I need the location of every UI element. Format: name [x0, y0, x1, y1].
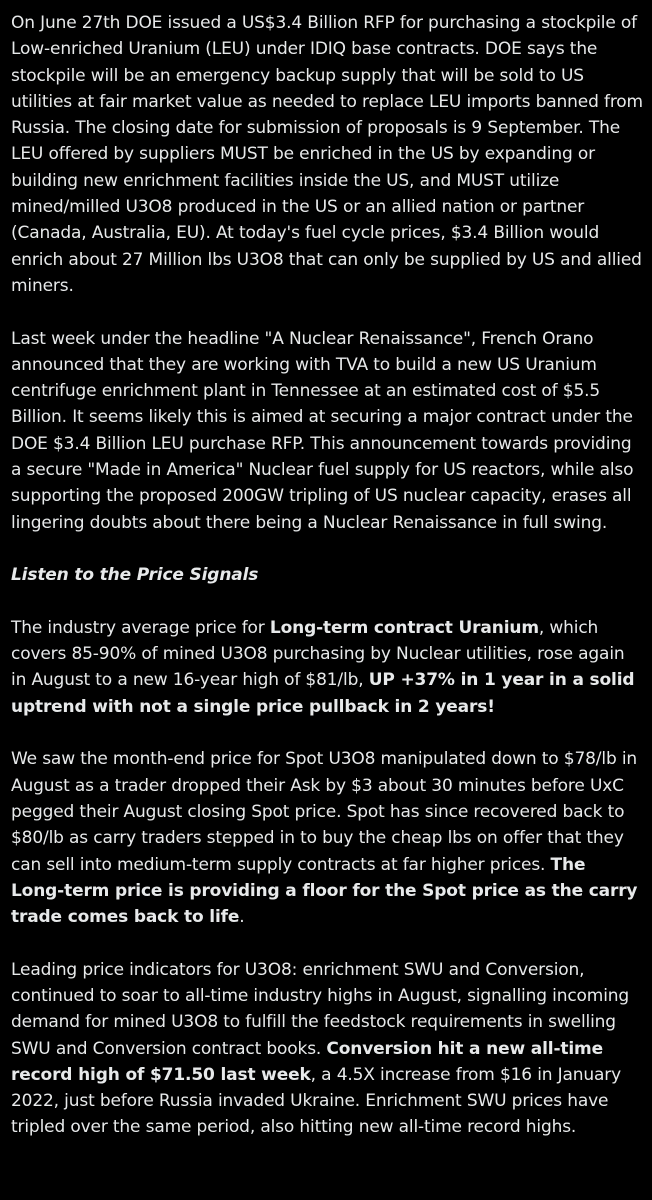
- text-run: The industry average price for: [11, 617, 270, 638]
- paragraph-text: Last week under the headline "A Nuclear Renaissance", French Orano announced that they are working with TVA to build a new US Uranium centrifuge enrichment plant in Tennessee at an estimated cost of $5.5 Billion. It seems likely this is aimed at securing a major contract under the DOE $3.4 Billion LEU purchase RFP. This announcement towards providing a secure "Made in America" Nuclear fuel supply for US reactors, while also supporting the proposed 200GW tripling of US nuclear capacity, erases all lingering doubts about there being a Nuclear Renaissance in full swing.: [11, 328, 634, 533]
- bold-text-run: The Long-term price is providing a floor for the Spot price as the carry trade comes back to life: [11, 854, 638, 928]
- text-run: We saw the month-end price for Spot U3O8 manipulated down to $78/lb in August as a trader dropped their Ask by $3 about 30 minutes before UxC pegged their August closing Spot price. Spot has since recovered back to $80/lb as carry traders stepped in to buy the cheap lbs on offer that they can sell into medium-term supply contracts at far higher prices.: [11, 749, 638, 875]
- text-run: Leading price indicators for U3O8: enrichment SWU and Conversion, continued to soar to all-time industry highs in August, signalling incoming demand for mined U3O8 to fulfill the feedstock requirements in swelling SWU and Conversion contract books.: [11, 959, 630, 1059]
- bold-text-run: Conversion hit a new all-time record high of $71.50 last week: [11, 1038, 603, 1085]
- post-body: [11, 10, 643, 1167]
- text-run: , which covers 85-90% of mined U3O8 purchasing by Nuclear utilities, rose again in August to a new 16-year high of $81/lb,: [11, 617, 625, 691]
- paragraph-doe-rfp: [11, 10, 643, 299]
- paragraph-orano-announcement: [11, 326, 643, 536]
- paragraph-text: On June 27th DOE issued a US$3.4 Billion RFP for purchasing a stockpile of Low-enriched Uranium (LEU) under IDIQ base contracts. DOE says the stockpile will be an emergency backup supply that will be sold to US utilities at fair market value as needed to replace LEU imports banned from Russia. The closing date for submission of proposals is 9 September. The LEU offered by suppliers MUST be enriched in the US by expanding or building new enrichment facilities inside the US, and MUST utilize mined/milled U3O8 produced in the US or an allied nation or partner (Canada, Australia, EU). At today's fuel cycle prices, $3.4 Billion would enrich about 27 Million lbs U3O8 that can only be supplied by US and allied miners.: [11, 13, 643, 296]
- heading-text: Listen to the Price Signals: [11, 565, 259, 586]
- text-run: , a 4.5X increase from $16 in January 2022, just before Russia invaded Ukraine. Enrichment SWU prices have tripled over the same period, also hitting new all-time record highs.: [11, 1064, 622, 1138]
- text-run: .: [239, 907, 245, 928]
- section-heading: [11, 562, 643, 588]
- paragraph-leading-indicators: [11, 957, 643, 1141]
- paragraph-long-term-price: [11, 615, 643, 720]
- bold-text-run: Long-term contract Uranium: [269, 617, 539, 638]
- paragraph-spot-price: [11, 746, 643, 930]
- bold-text-run: UP +37% in 1 year in a solid uptrend with not a single price pullback in 2 years!: [11, 670, 635, 717]
